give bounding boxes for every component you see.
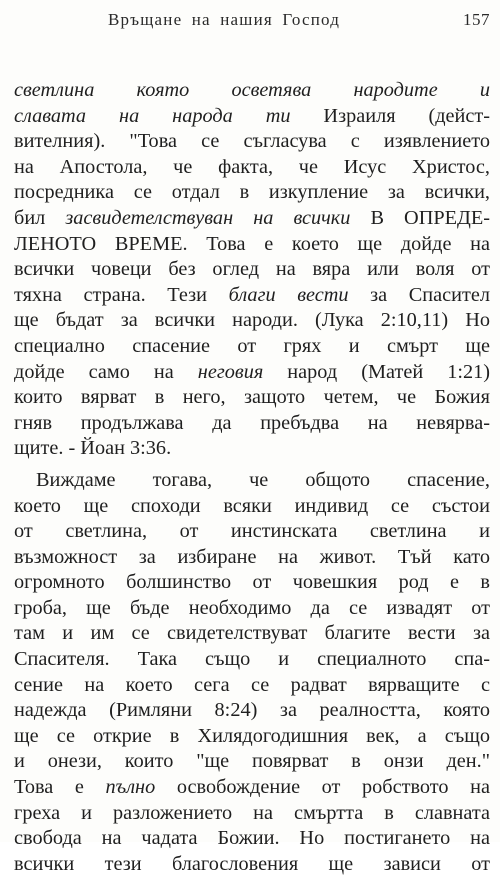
text-span: народ (Матей 1:21) bbox=[263, 360, 490, 383]
text-line: посредника се отдал в изкупление за всички, bbox=[14, 181, 490, 204]
italic-span: пълно bbox=[105, 776, 156, 799]
text-line: свобода на чадата Божии. Но постигането на bbox=[14, 827, 490, 850]
text-line bbox=[14, 360, 490, 386]
italic-span: засвидетелствуван на всички bbox=[65, 206, 351, 229]
text-line: там и им се свидетелствуват благите вести за bbox=[14, 622, 490, 645]
text-line: ще се открие в Хилядогодишния век, а също bbox=[14, 724, 490, 747]
text-line: огромното болшинство от човешкия род е в bbox=[14, 571, 490, 594]
text-line: вителния). "Това се съгласува с изявлението bbox=[14, 130, 490, 153]
text-line: Спасителя. Така също и специалното спа- bbox=[14, 648, 490, 671]
italic-span: благи вести bbox=[228, 283, 349, 306]
text-line: греха и разложението на смъртта в славната bbox=[14, 801, 490, 824]
text-span: тяхна страна. Тези bbox=[14, 283, 229, 306]
text-line: възможност за избиране на живот. Тъй като bbox=[14, 545, 490, 568]
italic-span: неговия bbox=[197, 360, 264, 383]
text-line: ЛЕНОТО ВРЕМЕ. Това е което ще дойде на bbox=[14, 232, 490, 255]
text-line: гняв продължава да пребъдва на невярва- bbox=[14, 411, 490, 434]
text-line: всички тези благословения ще зависи от bbox=[14, 852, 490, 875]
text-line: гроба, ще бъде необходимо да се извадят от bbox=[14, 596, 490, 619]
italic-span: славата на народа ти bbox=[14, 104, 291, 127]
text-line bbox=[14, 104, 490, 130]
text-line bbox=[14, 206, 490, 232]
paragraph-1 bbox=[14, 78, 490, 462]
body-text bbox=[14, 78, 490, 877]
text-line: и онези, които "ще повярват в онзи ден." bbox=[14, 750, 490, 773]
text-line: което ще споходи всяки индивид се състои bbox=[14, 494, 490, 517]
text-line: всички човеци без оглед на вяра или воля от bbox=[14, 258, 490, 281]
text-line bbox=[14, 775, 490, 801]
text-span: Това е bbox=[14, 776, 106, 799]
chapter-title: Връщане на нашия Господ bbox=[108, 10, 341, 29]
text-span: за Спасител bbox=[348, 283, 490, 306]
text-line: които вярват в него, защото четем, че Божия bbox=[14, 386, 490, 409]
text-line: сение на което сега се радват вярващите с bbox=[14, 673, 490, 696]
text-line bbox=[14, 283, 490, 309]
text-line bbox=[14, 78, 490, 104]
text-line: щите. - Йоан 3:36. bbox=[14, 437, 172, 460]
text-span: дойде само на bbox=[14, 360, 198, 383]
text-line: на Апостола, че факта, че Исус Христос, bbox=[14, 155, 490, 178]
running-header bbox=[108, 8, 490, 34]
text-line: ще бъдат за всички народи. (Лука 2:10,11) Но bbox=[14, 309, 490, 332]
text-line: специално спасение от грях и смърт ще bbox=[14, 334, 490, 357]
text-span: бил bbox=[14, 206, 66, 229]
text-span: Израиля (дейст- bbox=[290, 104, 490, 127]
page-number: 157 bbox=[463, 10, 490, 29]
text-line: от светлина, от инстинската светлина и bbox=[14, 520, 490, 543]
text-line: надежда (Римляни 8:24) за реалността, която bbox=[14, 699, 490, 722]
paragraph-2 bbox=[14, 468, 490, 877]
text-span: освобождение от робството на bbox=[155, 776, 490, 799]
text-span: В ОПРЕДЕ- bbox=[350, 206, 490, 229]
italic-span: светлина която осветява народите и bbox=[14, 79, 490, 101]
text-line: Виждаме тогава, че общото спасение, bbox=[36, 468, 490, 491]
